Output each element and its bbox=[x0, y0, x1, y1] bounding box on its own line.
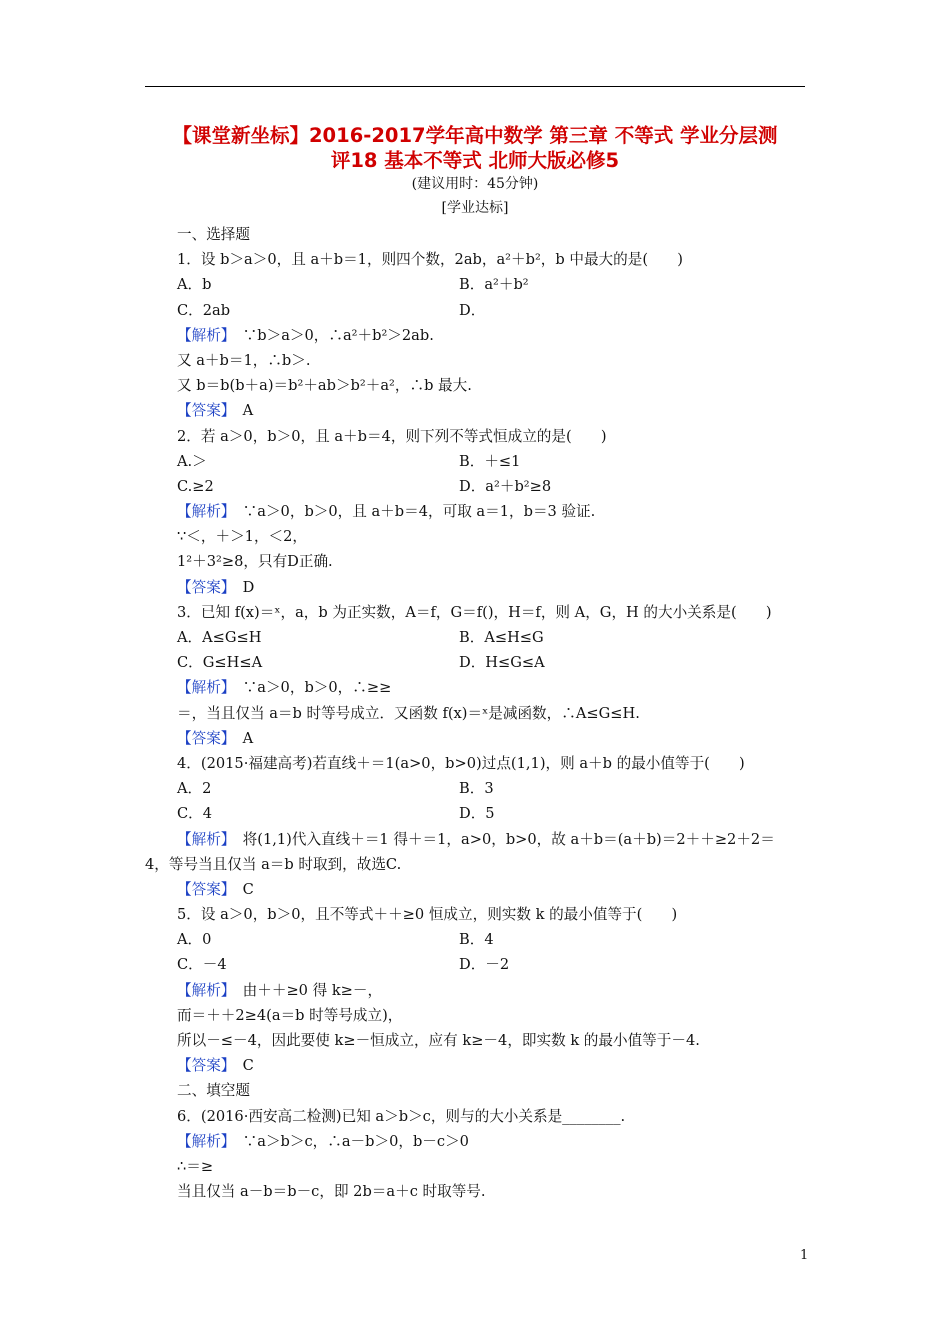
section-label: [学业达标] bbox=[441, 200, 509, 216]
option-b: B．A≤H≤G bbox=[459, 629, 544, 646]
text-line bbox=[0, 424, 950, 449]
line-text: 6．(2016·西安高二检测)已知 a＞b＞c，则与的大小关系是________. bbox=[177, 1107, 626, 1125]
line-text: 一、选择题 bbox=[177, 226, 250, 243]
text-line bbox=[0, 222, 950, 247]
answer-tag: 【答案】 bbox=[177, 1057, 229, 1075]
line-text: 又 a＋b＝1，∴b＞. bbox=[177, 351, 311, 369]
line-text: 由＋＋≥0 得 k≥－， bbox=[228, 981, 383, 999]
line-text: 5．设 a＞0，b＞0，且不等式＋＋≥0 恒成立，则实数 k 的最小值等于( ) bbox=[177, 906, 678, 924]
option-b: B．＋≤1 bbox=[459, 452, 521, 470]
line-text: 将(1,1)代入直线＋＝1 得＋＝1，a>0，b>0，故 a＋b＝(a＋b)＝2＋＋≥2＋2＝ bbox=[228, 830, 775, 848]
line-text: ＝，当且仅当 a＝b 时等号成立．又函数 f(x)＝ˣ是减函数，∴A≤G≤H. bbox=[177, 704, 640, 722]
option-row bbox=[0, 650, 950, 675]
text-line bbox=[0, 348, 950, 373]
option-b: D．a²＋b²≥8 bbox=[459, 477, 552, 495]
option-a: A．2 bbox=[177, 780, 212, 798]
answer-tag: 【答案】 bbox=[177, 402, 229, 420]
option-b: B．a²＋b² bbox=[459, 276, 529, 294]
line-text: 4．(2015·福建高考)若直线＋＝1(a>0，b>0)过点(1,1)，则 a＋b 的最小值等于( ) bbox=[177, 754, 745, 772]
text-line bbox=[0, 701, 950, 726]
option-b: B．3 bbox=[459, 780, 494, 798]
option-b: D． bbox=[459, 301, 486, 319]
analysis-tag: 【解析】 bbox=[177, 981, 229, 999]
line-text: 当且仅当 a－b＝b－c，即 2b＝a＋c 时取等号. bbox=[177, 1183, 486, 1201]
line-text: ∵＜，＋＞1，＜2， bbox=[177, 528, 308, 546]
option-a: C．G≤H≤A bbox=[177, 654, 263, 672]
text-line bbox=[0, 751, 950, 776]
top-rule bbox=[145, 86, 805, 87]
analysis-tag: 【解析】 bbox=[177, 326, 229, 344]
option-row bbox=[0, 272, 950, 297]
option-b: D．H≤G≤A bbox=[459, 654, 545, 672]
option-row bbox=[0, 927, 950, 952]
text-line bbox=[0, 1129, 950, 1154]
document-title bbox=[140, 123, 810, 173]
text-line bbox=[0, 1078, 950, 1103]
line-text: 1．设 b＞a＞0，且 a＋b＝1，则四个数，2ab，a²＋b²，b 中最大的是( ) bbox=[177, 251, 683, 269]
answer-tag: 【答案】 bbox=[177, 578, 229, 596]
line-text: 二、填空题 bbox=[177, 1082, 250, 1100]
line-text: ∴＝≥ bbox=[177, 1157, 214, 1175]
option-a: A．0 bbox=[177, 931, 212, 949]
line-text: 而＝＋＋2≥4(a＝b 时等号成立)， bbox=[177, 1006, 403, 1024]
line-text: C bbox=[228, 1057, 254, 1075]
text-line bbox=[0, 398, 950, 423]
option-a: C．4 bbox=[177, 805, 213, 823]
title-line-2: 评18 基本不等式 北师大版必修5 bbox=[330, 149, 620, 172]
option-b: D．－2 bbox=[459, 956, 510, 974]
text-line bbox=[0, 524, 950, 549]
option-a: C．－4 bbox=[177, 956, 227, 974]
text-line bbox=[0, 499, 950, 524]
option-row bbox=[0, 625, 950, 650]
text-line bbox=[0, 1053, 950, 1078]
line-text: 4，等号当且仅当 a＝b 时取到，故选C. bbox=[145, 855, 402, 873]
title-line-1: 【课堂新坐标】2016-2017学年高中数学 第三章 不等式 学业分层测 bbox=[172, 124, 778, 147]
option-b: D．5 bbox=[459, 805, 495, 823]
line-text: ∵a＞b＞c，∴a－b＞0，b－c＞0 bbox=[228, 1132, 469, 1150]
line-text: D bbox=[228, 578, 255, 596]
text-line bbox=[0, 1104, 950, 1129]
line-text: C bbox=[228, 880, 254, 898]
analysis-tag: 【解析】 bbox=[177, 830, 229, 848]
option-a: C．2ab bbox=[177, 301, 231, 319]
line-text: 又 b＝b(b＋a)＝b²＋ab＞b²＋a²，∴b 最大. bbox=[177, 377, 472, 395]
text-line bbox=[0, 852, 950, 877]
text-line bbox=[0, 373, 950, 398]
option-b: B．4 bbox=[459, 931, 494, 949]
text-line bbox=[0, 600, 950, 625]
option-row bbox=[0, 776, 950, 801]
option-row bbox=[0, 474, 950, 499]
line-text: 3．已知 f(x)＝ˣ，a，b 为正实数，A＝f，G＝f()，H＝f，则 A，G，H 的大小关系是( ) bbox=[177, 603, 772, 621]
line-text: 1²＋3²≥8，只有D正确. bbox=[177, 553, 333, 571]
option-row bbox=[0, 952, 950, 977]
option-a: C.≥2 bbox=[177, 477, 214, 495]
document-body bbox=[0, 222, 950, 1204]
line-text: ∵a＞0，b＞0，且 a＋b＝4，可取 a＝1，b＝3 验证. bbox=[228, 503, 596, 521]
line-text: 所以－≤－4，因此要使 k≥－恒成立，应有 k≥－4，即实数 k 的最小值等于－4. bbox=[177, 1032, 700, 1049]
option-row bbox=[0, 801, 950, 826]
option-row bbox=[0, 449, 950, 474]
text-line bbox=[0, 1028, 950, 1053]
text-line bbox=[0, 902, 950, 927]
line-text: ∵b＞a＞0，∴a²＋b²＞2ab. bbox=[228, 326, 434, 344]
option-row bbox=[0, 298, 950, 323]
answer-tag: 【答案】 bbox=[177, 880, 229, 898]
option-a: A.＞ bbox=[177, 452, 207, 470]
option-a: A．A≤G≤H bbox=[177, 629, 262, 646]
analysis-tag: 【解析】 bbox=[177, 1132, 229, 1150]
time-hint: (建议用时：45分钟) bbox=[411, 176, 539, 192]
text-line bbox=[0, 575, 950, 600]
line-text: A bbox=[228, 402, 254, 420]
text-line bbox=[0, 247, 950, 272]
answer-tag: 【答案】 bbox=[177, 729, 229, 747]
option-a: A．b bbox=[177, 276, 212, 294]
text-line bbox=[0, 1179, 950, 1204]
text-line bbox=[0, 1154, 950, 1179]
text-line bbox=[0, 978, 950, 1003]
line-text: A bbox=[228, 729, 254, 747]
analysis-tag: 【解析】 bbox=[177, 503, 229, 521]
text-line bbox=[0, 827, 950, 852]
line-text: 2．若 a＞0，b＞0，且 a＋b＝4，则下列不等式恒成立的是( ) bbox=[177, 427, 607, 445]
text-line bbox=[0, 1003, 950, 1028]
analysis-tag: 【解析】 bbox=[177, 679, 229, 697]
text-line bbox=[0, 549, 950, 574]
line-text: ∵a＞0，b＞0，∴≥≥ bbox=[228, 679, 392, 697]
text-line bbox=[0, 323, 950, 348]
page-number: 1 bbox=[800, 1248, 809, 1263]
text-line bbox=[0, 726, 950, 751]
text-line bbox=[0, 877, 950, 902]
text-line bbox=[0, 675, 950, 700]
